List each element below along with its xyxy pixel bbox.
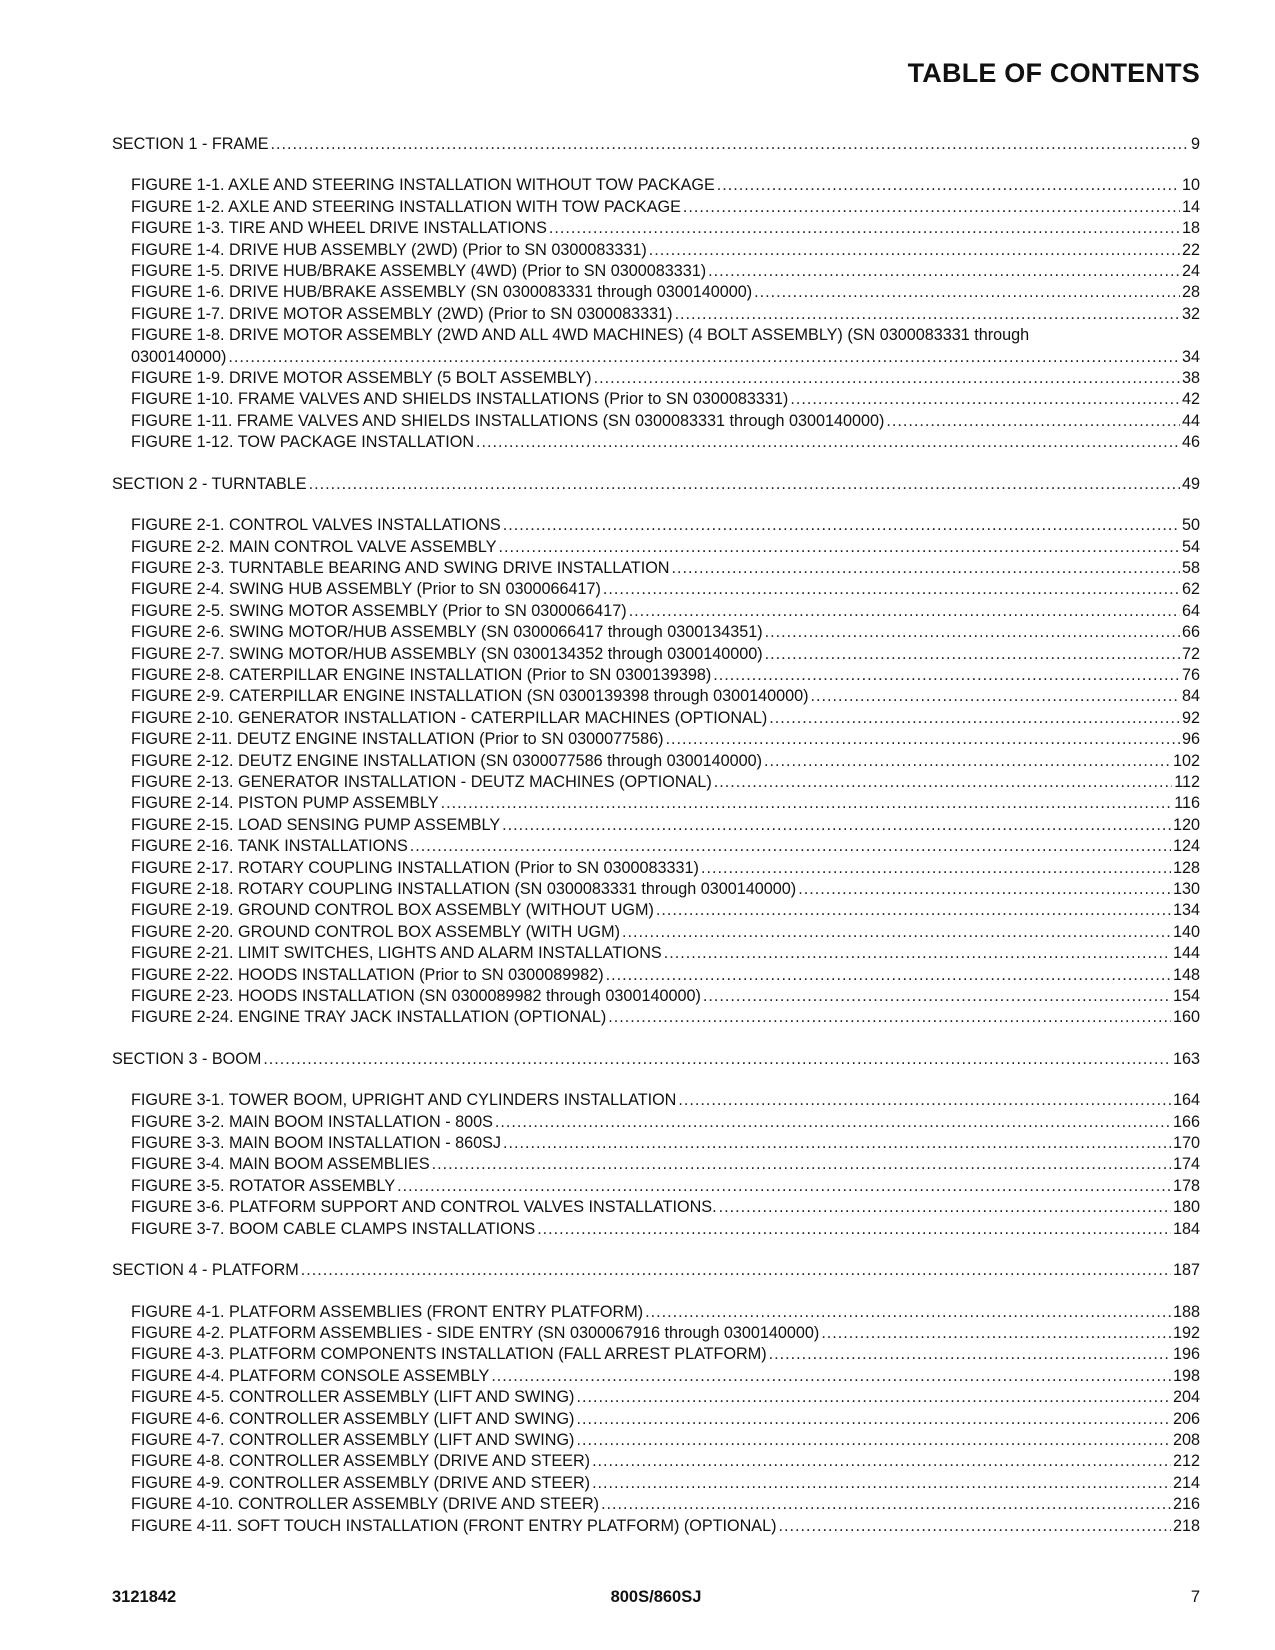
dot-leader — [678, 1090, 1171, 1111]
toc-figure-entry[interactable] — [131, 515, 1200, 536]
toc-figure-entry-title: FIGURE 1-7. DRIVE MOTOR ASSEMBLY (2WD) (Prior to SN 0300083331) — [131, 304, 673, 323]
toc-section-entry-title: SECTION 1 - FRAME — [112, 135, 269, 153]
toc-figure-entry-title: FIGURE 2-8. CATERPILLAR ENGINE INSTALLATION (Prior to SN 0300139398) — [131, 665, 712, 684]
toc-section-entry-page: 187 — [1172, 1261, 1200, 1280]
toc-figure-entry-page: 76 — [1181, 665, 1200, 684]
toc-figure-entry-title: FIGURE 2-18. ROTARY COUPLING INSTALLATION (SN 0300083331 through 0300140000) — [131, 880, 797, 898]
dot-leader — [601, 1494, 1171, 1515]
toc-figure-entry-title: FIGURE 4-4. PLATFORM CONSOLE ASSEMBLY — [131, 1366, 490, 1385]
toc-figure-entry-title: FIGURE 3-4. MAIN BOOM ASSEMBLIES — [131, 1155, 430, 1174]
toc-figure-entry-title: 0300140000) — [131, 347, 227, 366]
toc-figure-entry[interactable] — [131, 879, 1200, 900]
toc-figure-entry[interactable] — [131, 1451, 1200, 1472]
toc-figure-entry-title: FIGURE 2-23. HOODS INSTALLATION (SN 0300089982 through 0300140000) — [131, 987, 701, 1006]
toc-figure-entry[interactable] — [131, 622, 1200, 643]
toc-figure-entry-page: 38 — [1181, 369, 1200, 388]
toc-figure-entry-page: 160 — [1172, 1008, 1200, 1027]
page-number: 7 — [1190, 1588, 1200, 1606]
toc-figure-entry-page: 116 — [1174, 794, 1200, 813]
toc-figure-entry[interactable] — [131, 1473, 1200, 1494]
toc-figure-entry-page: 10 — [1181, 176, 1200, 195]
toc-figure-entry[interactable] — [131, 665, 1200, 686]
toc-figure-entry-title: FIGURE 2-5. SWING MOTOR ASSEMBLY (Prior to SN 0300066417) — [131, 601, 627, 620]
dot-leader — [608, 1007, 1171, 1028]
toc-figure-entry[interactable] — [131, 1133, 1200, 1154]
toc-figure-entry[interactable] — [131, 389, 1200, 410]
toc-figure-entry-page: 174 — [1172, 1155, 1200, 1174]
toc-section-entry-title: SECTION 3 - BOOM — [112, 1049, 262, 1068]
dot-leader — [603, 579, 1180, 600]
dot-leader — [476, 432, 1180, 453]
toc-figure-entry-page: 64 — [1181, 601, 1200, 620]
toc-figure-entry[interactable] — [131, 986, 1200, 1007]
toc-figure-entry-page: 22 — [1181, 240, 1200, 259]
toc-figure-entry[interactable] — [131, 282, 1200, 303]
toc-figure-entry-page: 128 — [1172, 858, 1200, 877]
dot-leader — [649, 240, 1180, 261]
toc-figure-entry-title: FIGURE 3-5. ROTATOR ASSEMBLY — [131, 1176, 396, 1195]
dot-leader — [594, 368, 1180, 389]
toc-figure-entry-title: FIGURE 4-8. CONTROLLER ASSEMBLY (DRIVE AND STEER) — [131, 1452, 591, 1471]
toc-figure-entry-page: 14 — [1181, 197, 1200, 216]
toc-section-block — [0, 1049, 1275, 1260]
dot-leader — [886, 411, 1180, 432]
toc-figure-entry[interactable] — [131, 644, 1200, 665]
toc-figure-entry-page: 196 — [1172, 1345, 1200, 1364]
toc-figure-entry-title: FIGURE 1-9. DRIVE MOTOR ASSEMBLY (5 BOLT ASSEMBLY) — [131, 369, 592, 388]
toc-figure-entry-page: 62 — [1181, 580, 1200, 599]
dot-leader — [719, 1197, 1171, 1218]
page-title: TABLE OF CONTENTS — [907, 58, 1200, 88]
toc-figure-entry-title: FIGURE 1-5. DRIVE HUB/BRAKE ASSEMBLY (4WD) (Prior to SN 0300083331) — [131, 262, 707, 281]
toc-figure-entry-title: FIGURE 2-1. CONTROL VALVES INSTALLATIONS — [131, 516, 501, 535]
toc-figure-entry-title: FIGURE 4-11. SOFT TOUCH INSTALLATION (FRONT ENTRY PLATFORM) (OPTIONAL) — [131, 1516, 777, 1535]
dot-leader — [811, 686, 1180, 707]
dot-leader — [821, 1323, 1171, 1344]
toc-figure-entry-title: FIGURE 2-4. SWING HUB ASSEMBLY (Prior to SN 0300066417) — [131, 580, 601, 599]
toc-figure-entry-page: 96 — [1181, 730, 1200, 749]
toc-figure-entry-page: 32 — [1181, 304, 1200, 323]
toc-figure-entry-title: FIGURE 2-13. GENERATOR INSTALLATION - DEUTZ MACHINES (OPTIONAL) — [131, 772, 712, 791]
dot-leader — [664, 943, 1171, 964]
toc-figure-entry[interactable] — [131, 1516, 1200, 1537]
toc-figure-entry-title: FIGURE 1-1. AXLE AND STEERING INSTALLATION WITHOUT TOW PACKAGE — [131, 176, 715, 195]
toc-figure-entry[interactable] — [131, 772, 1200, 793]
dot-leader — [503, 1133, 1171, 1154]
toc-figure-entry[interactable] — [131, 1302, 1200, 1323]
toc-figure-entry[interactable] — [131, 261, 1200, 282]
toc-section-block — [0, 134, 1275, 474]
dot-leader — [441, 793, 1173, 814]
dot-leader — [764, 751, 1171, 772]
toc-figure-entry-title: FIGURE 2-11. DEUTZ ENGINE INSTALLATION (Prior to SN 0300077586) — [131, 730, 664, 749]
dot-leader — [675, 304, 1180, 325]
dot-leader — [576, 1387, 1171, 1408]
toc-figure-entry[interactable] — [131, 1176, 1200, 1197]
dot-leader — [708, 261, 1180, 282]
toc-figure-entry-title: FIGURE 4-6. CONTROLLER ASSEMBLY (LIFT AND SWING) — [131, 1409, 575, 1428]
toc-figure-entry-title: FIGURE 2-3. TURNTABLE BEARING AND SWING DRIVE INSTALLATION — [131, 558, 670, 577]
dot-leader — [410, 836, 1171, 857]
toc-figure-entry[interactable] — [131, 836, 1200, 857]
toc-figure-entry-page: 134 — [1172, 901, 1200, 920]
toc-figure-entry-page: 46 — [1181, 433, 1200, 452]
toc-figure-entry[interactable] — [131, 579, 1200, 600]
toc-figure-entry[interactable] — [131, 1366, 1200, 1387]
toc-figure-entry[interactable] — [131, 858, 1200, 879]
toc-figure-entry-page: 192 — [1172, 1323, 1200, 1342]
toc-figure-entry-title: FIGURE 2-21. LIMIT SWITCHES, LIGHTS AND ALARM INSTALLATIONS — [131, 944, 662, 963]
toc-figure-entry-page: 212 — [1172, 1452, 1200, 1471]
toc-figure-entry[interactable] — [131, 922, 1200, 943]
toc-figure-entry[interactable] — [131, 708, 1200, 729]
toc-figure-entry[interactable] — [131, 218, 1200, 239]
toc-figure-entry-title: FIGURE 1-4. DRIVE HUB ASSEMBLY (2WD) (Prior to SN 0300083331) — [131, 240, 647, 259]
toc-figure-entry-page: 66 — [1181, 623, 1200, 642]
dot-leader — [592, 1451, 1171, 1472]
dot-leader — [717, 175, 1180, 196]
toc-figure-entry-page: 72 — [1181, 644, 1200, 663]
toc-figure-entry-title: FIGURE 2-22. HOODS INSTALLATION (Prior to SN 0300089982) — [131, 965, 604, 984]
toc-figure-entry-title: FIGURE 1-11. FRAME VALVES AND SHIELDS INSTALLATIONS (SN 0300083331 through 0300140000) — [131, 411, 885, 430]
toc-figure-entry-page: 44 — [1181, 411, 1200, 430]
dot-leader — [309, 474, 1180, 495]
toc-figure-entry-page: 164 — [1172, 1091, 1200, 1110]
toc-figure-entry-line1[interactable]: FIGURE 1-8. DRIVE MOTOR ASSEMBLY (2WD AND ALL 4WD MACHINES) (4 BOLT ASSEMBLY) (SN 0300083331 through — [131, 326, 1030, 345]
toc-figure-entry-page: 58 — [1181, 558, 1200, 577]
toc-figure-entry-page: 144 — [1172, 944, 1200, 963]
toc-section-entry-title: SECTION 4 - PLATFORM — [112, 1261, 299, 1280]
toc-figure-entry-page: 18 — [1181, 219, 1200, 238]
toc-figure-entry-page: 120 — [1172, 815, 1200, 834]
toc-figure-entry-title: FIGURE 1-10. FRAME VALVES AND SHIELDS INSTALLATIONS (Prior to SN 0300083331) — [131, 390, 789, 409]
dot-leader — [629, 601, 1180, 622]
toc-figure-entry-page: 102 — [1172, 751, 1200, 770]
dot-leader — [790, 389, 1180, 410]
toc-figure-entry-page: 28 — [1181, 283, 1200, 302]
toc-section-entry[interactable] — [112, 474, 1200, 495]
toc-figure-entry-page: 50 — [1181, 516, 1200, 535]
toc-section-entry[interactable] — [112, 134, 1200, 155]
dot-leader — [499, 537, 1180, 558]
dot-leader — [606, 965, 1171, 986]
toc-figure-entry-title: FIGURE 1-6. DRIVE HUB/BRAKE ASSEMBLY (SN 0300083331 through 0300140000) — [131, 283, 753, 302]
toc-figure-entry-title: FIGURE 2-16. TANK INSTALLATIONS — [131, 837, 408, 856]
toc-figure-entry-title: FIGURE 2-17. ROTARY COUPLING INSTALLATION (Prior to SN 0300083331) — [131, 858, 699, 877]
dot-leader — [263, 1049, 1171, 1070]
page-footer — [112, 1588, 1200, 1612]
dot-leader — [397, 1176, 1171, 1197]
toc-section-entry[interactable] — [112, 1260, 1200, 1281]
toc-figure-entry-title: FIGURE 1-2. AXLE AND STEERING INSTALLATION WITH TOW PACKAGE — [131, 197, 681, 216]
table-of-contents — [0, 134, 1275, 1537]
dot-leader — [765, 622, 1180, 643]
toc-figure-entry-title: FIGURE 2-6. SWING MOTOR/HUB ASSEMBLY (SN 0300066417 through 0300134351) — [131, 623, 763, 642]
toc-figure-entry-title: FIGURE 2-2. MAIN CONTROL VALVE ASSEMBLY — [131, 537, 497, 556]
dot-leader — [683, 197, 1180, 218]
dot-leader — [549, 218, 1180, 239]
dot-leader — [714, 772, 1172, 793]
toc-figure-entry-page: 148 — [1172, 965, 1200, 984]
toc-figure-entry[interactable] — [131, 1090, 1200, 1111]
toc-figure-entry-page: 198 — [1172, 1366, 1200, 1385]
toc-figure-entry-title: FIGURE 2-14. PISTON PUMP ASSEMBLY — [131, 794, 439, 813]
toc-figure-entry-page: 204 — [1172, 1388, 1200, 1407]
toc-figure-entry-page: 180 — [1172, 1198, 1200, 1217]
dot-leader — [592, 1473, 1171, 1494]
dot-leader — [769, 708, 1180, 729]
toc-figure-entry[interactable] — [131, 793, 1200, 814]
toc-figure-entry[interactable] — [131, 558, 1200, 579]
toc-figure-entry-title: FIGURE 3-7. BOOM CABLE CLAMPS INSTALLATIONS — [131, 1219, 536, 1238]
toc-figure-entry[interactable] — [131, 1387, 1200, 1408]
toc-section-entry-page: 9 — [1190, 135, 1200, 153]
toc-figure-entry-page: 214 — [1172, 1473, 1200, 1492]
dot-leader — [271, 134, 1189, 155]
dot-leader — [491, 1366, 1171, 1387]
toc-figure-entry-page: 218 — [1172, 1516, 1200, 1535]
dot-leader — [495, 1112, 1171, 1133]
toc-figure-entry-page: 140 — [1172, 922, 1200, 941]
toc-figure-entry-title: FIGURE 3-6. PLATFORM SUPPORT AND CONTROL VALVES INSTALLATIONS. — [131, 1198, 717, 1217]
toc-figure-entry-title: FIGURE 4-1. PLATFORM ASSEMBLIES (FRONT ENTRY PLATFORM) — [131, 1302, 644, 1321]
toc-figure-entry[interactable] — [131, 601, 1200, 622]
toc-figure-entry[interactable] — [131, 686, 1200, 707]
toc-figure-entry-title: FIGURE 2-9. CATERPILLAR ENGINE INSTALLATION (SN 0300139398 through 0300140000) — [131, 687, 809, 706]
toc-figure-entry-title: FIGURE 1-3. TIRE AND WHEEL DRIVE INSTALLATIONS — [131, 219, 547, 238]
toc-figure-entry[interactable] — [131, 411, 1200, 432]
dot-leader — [502, 815, 1171, 836]
toc-figure-entry-title: FIGURE 4-3. PLATFORM COMPONENTS INSTALLATION (FALL ARREST PLATFORM) — [131, 1345, 767, 1364]
toc-figure-entry-page: 166 — [1172, 1112, 1200, 1131]
toc-figure-entry-title: FIGURE 4-9. CONTROLLER ASSEMBLY (DRIVE AND STEER) — [131, 1473, 591, 1492]
dot-leader — [537, 1219, 1171, 1240]
toc-figure-entry-page: 54 — [1181, 537, 1200, 556]
toc-figure-entry-title: FIGURE 3-1. TOWER BOOM, UPRIGHT AND CYLINDERS INSTALLATION — [131, 1091, 677, 1110]
dot-leader — [769, 1344, 1171, 1365]
toc-figure-entry-page: 42 — [1181, 390, 1200, 409]
toc-figure-entry-page: 178 — [1172, 1176, 1200, 1195]
toc-figure-entry-title: FIGURE 3-2. MAIN BOOM INSTALLATION - 800S — [131, 1112, 493, 1131]
toc-figure-entry[interactable] — [131, 943, 1200, 964]
toc-figure-entry-title: FIGURE 4-2. PLATFORM ASSEMBLIES - SIDE ENTRY (SN 0300067916 through 0300140000) — [131, 1323, 820, 1342]
toc-section-block — [0, 474, 1275, 1049]
toc-figure-entry[interactable] — [131, 1197, 1200, 1218]
toc-figure-entry[interactable] — [131, 815, 1200, 836]
toc-section-block — [0, 1260, 1275, 1537]
toc-section-entry-title: SECTION 2 - TURNTABLE — [112, 474, 307, 493]
toc-figure-entry[interactable] — [131, 347, 1200, 368]
toc-section-entry[interactable] — [112, 1049, 1200, 1070]
dot-leader — [576, 1430, 1171, 1451]
toc-section-entry-page: 49 — [1181, 474, 1200, 493]
toc-figure-entry-page: 208 — [1172, 1430, 1200, 1449]
toc-figure-entry-title: FIGURE 4-7. CONTROLLER ASSEMBLY (LIFT AND SWING) — [131, 1430, 575, 1449]
toc-figure-entry[interactable] — [131, 537, 1200, 558]
toc-figure-entry-title: FIGURE 4-10. CONTROLLER ASSEMBLY (DRIVE AND STEER) — [131, 1495, 600, 1514]
toc-figure-entry[interactable] — [131, 1494, 1200, 1515]
toc-figure-entry-title: FIGURE 2-24. ENGINE TRAY JACK INSTALLATION (OPTIONAL) — [131, 1008, 607, 1027]
toc-figure-entry-title: FIGURE 3-3. MAIN BOOM INSTALLATION - 860SJ — [131, 1134, 501, 1153]
toc-figure-entry[interactable] — [131, 1344, 1200, 1365]
toc-figure-entry-page: 154 — [1172, 987, 1200, 1006]
dot-leader — [666, 729, 1180, 750]
toc-figure-entry[interactable] — [131, 1112, 1200, 1133]
toc-figure-entry-title: FIGURE 2-19. GROUND CONTROL BOX ASSEMBLY (WITHOUT UGM) — [131, 901, 654, 920]
dot-leader — [432, 1154, 1171, 1175]
toc-figure-entry[interactable] — [131, 197, 1200, 218]
dot-leader — [703, 986, 1171, 1007]
dot-leader — [798, 879, 1171, 900]
toc-figure-entry[interactable] — [131, 368, 1200, 389]
toc-figure-entry[interactable] — [131, 900, 1200, 921]
toc-figure-entry-title: FIGURE 2-15. LOAD SENSING PUMP ASSEMBLY — [131, 815, 501, 834]
toc-figure-entry-page: 184 — [1172, 1219, 1200, 1238]
toc-figure-entry-page: 24 — [1181, 262, 1200, 281]
toc-section-entry-page: 163 — [1172, 1049, 1200, 1068]
toc-figure-entry[interactable] — [131, 240, 1200, 261]
toc-figure-entry-page: 112 — [1174, 772, 1200, 791]
toc-figure-entry-page: 130 — [1172, 880, 1200, 898]
toc-figure-entry[interactable] — [131, 751, 1200, 772]
toc-figure-entry[interactable] — [131, 304, 1200, 325]
dot-leader — [713, 665, 1180, 686]
toc-figure-entry-page: 84 — [1181, 687, 1200, 706]
toc-figure-entry-page: 34 — [1181, 347, 1200, 366]
toc-figure-entry-title: FIGURE 2-12. DEUTZ ENGINE INSTALLATION (SN 0300077586 through 0300140000) — [131, 751, 763, 770]
toc-figure-entry-page: 188 — [1172, 1302, 1200, 1321]
toc-figure-entry-page: 92 — [1181, 708, 1200, 727]
document-number: 3121842 — [112, 1588, 177, 1606]
toc-figure-entry[interactable] — [131, 1154, 1200, 1175]
dot-leader — [754, 282, 1180, 303]
toc-figure-entry[interactable] — [131, 432, 1200, 453]
toc-figure-entry-page: 206 — [1172, 1409, 1200, 1428]
toc-figure-entry[interactable] — [131, 1323, 1200, 1344]
dot-leader — [778, 1516, 1171, 1537]
toc-figure-entry[interactable] — [131, 1219, 1200, 1240]
toc-figure-entry-title: FIGURE 4-5. CONTROLLER ASSEMBLY (LIFT AND SWING) — [131, 1388, 575, 1407]
toc-figure-entry-page: 124 — [1172, 837, 1200, 856]
toc-figure-entry[interactable] — [131, 1430, 1200, 1451]
toc-figure-entry-title: FIGURE 2-10. GENERATOR INSTALLATION - CATERPILLAR MACHINES (OPTIONAL) — [131, 708, 768, 727]
dot-leader — [656, 900, 1171, 921]
toc-figure-entry[interactable] — [131, 175, 1200, 196]
toc-figure-entry[interactable] — [131, 729, 1200, 750]
dot-leader — [301, 1260, 1171, 1281]
toc-figure-entry[interactable] — [131, 965, 1200, 986]
dot-leader — [671, 558, 1180, 579]
dot-leader — [765, 644, 1180, 665]
model-name: 800S/860SJ — [610, 1588, 702, 1606]
dot-leader — [645, 1302, 1171, 1323]
toc-figure-entry[interactable] — [131, 1409, 1200, 1430]
dot-leader — [622, 922, 1171, 943]
dot-leader — [576, 1409, 1171, 1430]
toc-figure-entry[interactable] — [131, 1007, 1200, 1028]
toc-figure-entry-page: 170 — [1172, 1134, 1200, 1153]
toc-figure-entry-title: FIGURE 2-20. GROUND CONTROL BOX ASSEMBLY (WITH UGM) — [131, 922, 620, 941]
dot-leader — [701, 858, 1171, 879]
dot-leader — [228, 347, 1180, 368]
dot-leader — [503, 515, 1180, 536]
toc-figure-entry-page: 216 — [1172, 1495, 1200, 1514]
toc-figure-entry-title: FIGURE 2-7. SWING MOTOR/HUB ASSEMBLY (SN 0300134352 through 0300140000) — [131, 644, 763, 663]
toc-figure-entry-title: FIGURE 1-12. TOW PACKAGE INSTALLATION — [131, 433, 475, 452]
